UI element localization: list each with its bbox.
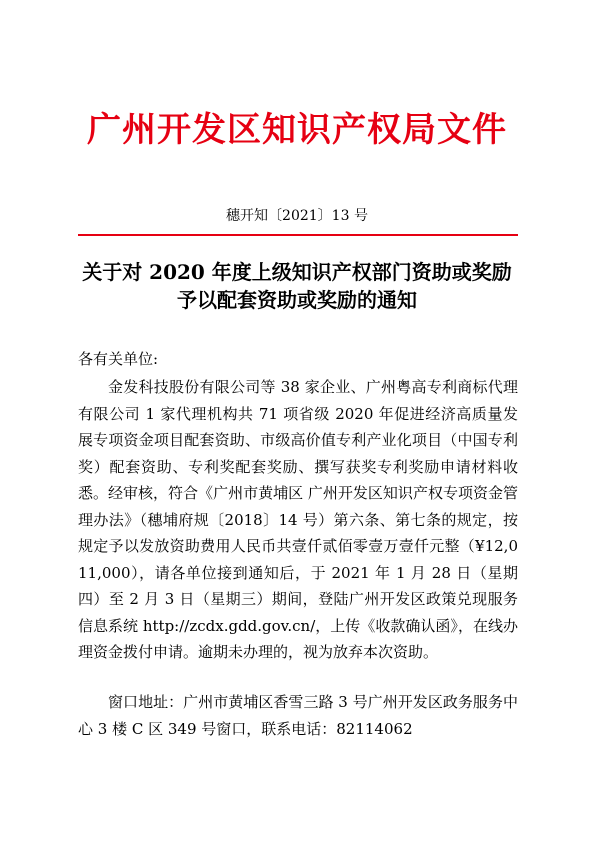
red-divider-line xyxy=(78,234,518,236)
document-number: 穗开知〔2021〕13 号 xyxy=(226,208,368,224)
document-masthead: 广州开发区知识产权局文件 xyxy=(87,110,507,150)
body-paragraph-1: 金发科技股份有限公司等 38 家企业、广州粤高专利商标代理有限公司 1 家代理机构共 71 项省级 2020 年促进经济高质量发展专项资金项目配套资助、市级高价值专利产业化项目（中国专利奖）配套资助、专利奖配套奖励、撰写获奖专利奖励申请材料收悉。经审核，符合《广州市黄埔区 广州开发区知识产权专项资金管理办法》（穗埔府规〔2018〕14 号）第六条、第七条的规定，按规定予以发放资助费用人民币共壹仟贰佰零壹万壹仟元整（¥12,011,000），请各单位接到通知后，于 2021 年 1 月 28 日（星期四）至 2 月 3 日（星期三）期间，登陆广州开发区政策兑现服务信息系统 http://zcdx.gdd.gov.cn/，上传《收款确认函》，在线办理资金拨付申请。逾期未办理的，视为放弃本次资助。 xyxy=(78,378,518,661)
salutation: 各有关单位: xyxy=(78,350,159,368)
document-title xyxy=(60,258,534,314)
title-line-2: 予以配套资助或奖励的通知 xyxy=(177,288,417,312)
body-paragraph-2: 窗口地址：广州市黄埔区香雪三路 3 号广州开发区政务服务中心 3 楼 C 区 349 号窗口，联系电话：82114062 xyxy=(78,693,518,738)
title-line-1: 关于对 2020 年度上级知识产权部门资助或奖励 xyxy=(82,260,512,284)
